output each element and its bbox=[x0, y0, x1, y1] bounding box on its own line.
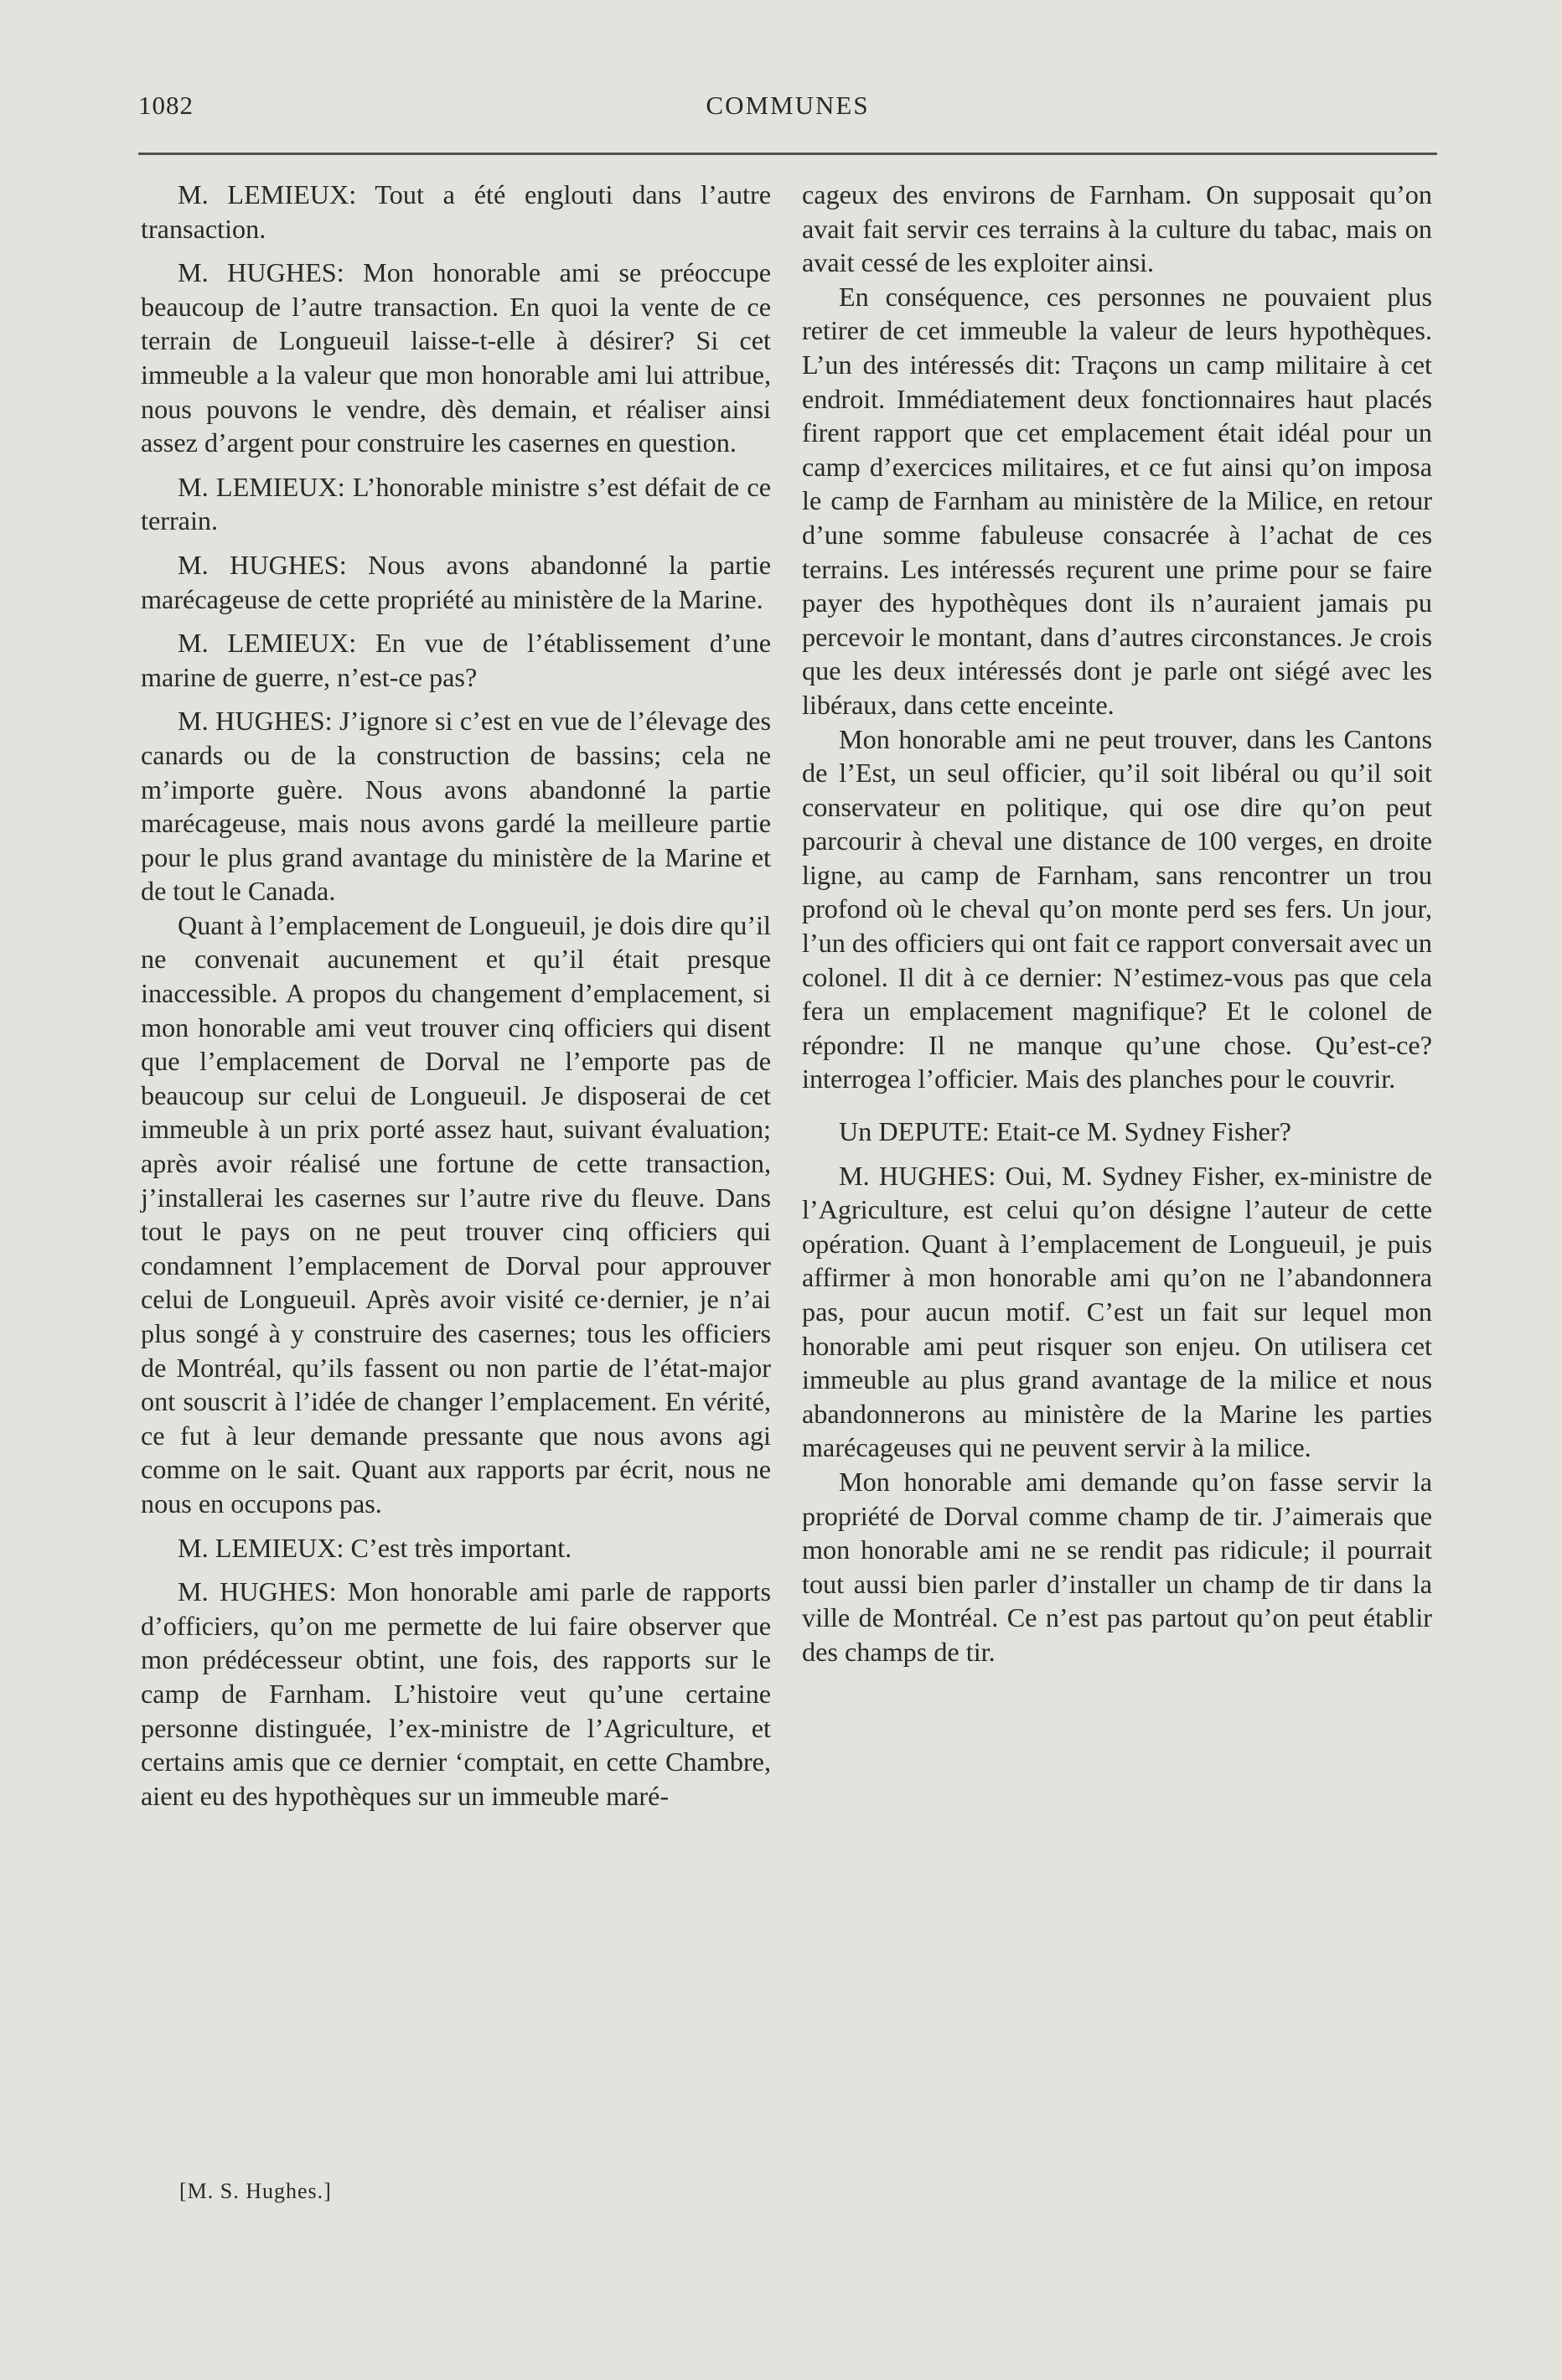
header-rule bbox=[138, 153, 1437, 155]
paragraph: M. LEMIEUX: C’est très important. bbox=[178, 1532, 572, 1563]
paragraph: En conséquence, ces personnes ne pouvaient plus retirer de cet immeuble la valeur de leurs hypothèques. L’un des intéressés dit: Traçons un camp militaire à cet endroit. Immédiatement deux fonctionnaires haut placés firent rapport que cet emplacement était idéal pour un camp d’exercices militaires, et ce fut ainsi qu’on imposa le camp de Farnham au ministère de la Milice, en retour d’une somme fabuleuse consacrée à l’achat de ces terrains. Les intéressés reçurent une prime pour se faire payer des hypothèques dont ils n’auraient jamais pu percevoir le montant, dans d’autres circonstances. Je crois que les deux intéressés dont je parle ont siégé avec les libéraux, dans cette enceinte. bbox=[802, 281, 1432, 720]
paragraph: M. LEMIEUX: L’honorable ministre s’est défait de ce terrain. bbox=[141, 471, 771, 536]
paragraph: M. HUGHES: Nous avons abandonné la partie marécageuse de cette propriété au ministère de la Marine. bbox=[141, 549, 771, 614]
paragraph: M. HUGHES: Oui, M. Sydney Fisher, ex-ministre de l’Agriculture, est celui qu’on désigne l’auteur de cette opération. Quant à l’emplacement de Longueuil, je puis affirmer à mon honorable ami qu’on ne l’abandonnera pas, pour aucun motif. C’est un fait sur lequel mon honorable ami peut risquer son enjeu. On utilisera cet immeuble au plus grand avantage de la milice et nous abandonnerons au ministère de la Marine les parties marécageuses qui ne peuvent servir à la milice. bbox=[802, 1160, 1432, 1463]
running-title: COMMUNES bbox=[706, 91, 870, 120]
paragraph-continued: cageux des environs de Farnham. On supposait qu’on avait fait servir ces terrains à la culture du tabac, mais on avait cessé de les exploiter ainsi. bbox=[802, 179, 1432, 278]
paragraph: M. HUGHES: Mon honorable ami se préoccupe beaucoup de l’autre transaction. En quoi la vente de ce terrain de Longueuil laisse-t-elle à désirer? Si cet immeuble a la valeur que mon honorable ami lui attribue, nous pouvons le vendre, dès demain, et réaliser ainsi assez d’argent pour construire les casernes en question. bbox=[141, 257, 771, 458]
paragraph: Mon honorable ami demande qu’on fasse servir la propriété de Dorval comme champ de tir. J’aimerais que mon honorable ami ne se rendit pas ridicule; il pourrait tout aussi bien parler d’installer un champ de tir dans la ville de Montréal. Ce n’est pas partout qu’on peut établir des champs de tir. bbox=[802, 1466, 1432, 1667]
paragraph: M. LEMIEUX: Tout a été englouti dans l’autre transaction. bbox=[141, 179, 771, 244]
paragraph: Un DEPUTE: Etait-ce M. Sydney Fisher? bbox=[839, 1116, 1291, 1147]
paragraph: Mon honorable ami ne peut trouver, dans les Cantons de l’Est, un seul officier, qu’il soit libéral ou qu’il soit conservateur en politique, qui ose dire qu’on peut parcourir à cheval une distance de 100 verges, en droite ligne, au camp de Farnham, sans rencontrer un trou profond où le cheval qu’on monte perd ses fers. Un jour, l’un des officiers qui ont fait ce rapport conversait avec un colonel. Il dit à ce dernier: N’estimez-vous pas que cela fera un emplacement magnifique? Et le colonel de répondre: Il ne manque qu’une chose. Qu’est-ce? interrogea l’officier. Mais des planches pour le couvrir. bbox=[802, 723, 1432, 1094]
paragraph: M. HUGHES: Mon honorable ami parle de rapports d’officiers, qu’on me permette de lui faire observer que mon prédécesseur obtint, une fois, des rapports sur le camp de Farnham. L’histoire veut qu’une certaine personne distinguée, l’ex-ministre de l’Agriculture, et certains amis que ce dernier ‘comptait, en cette Chambre, aient eu des hypothèques sur un immeuble maré- bbox=[141, 1576, 771, 1811]
page-number: 1082 bbox=[138, 91, 194, 120]
paragraph: M. LEMIEUX: En vue de l’établissement d’une marine de guerre, n’est-ce pas? bbox=[141, 628, 771, 692]
page-header bbox=[138, 91, 1437, 141]
left-column bbox=[141, 178, 771, 1813]
paragraph: Quant à l’emplacement de Longueuil, je dois dire qu’il ne convenait aucunement et qu’il était presque inaccessible. A propos du changement d’emplacement, si mon honorable ami veut trouver cinq officiers qui disent que l’emplacement de Dorval ne l’emporte pas de beaucoup sur celui de Longueuil. Je disposerai de cet immeuble à un prix porté assez haut, suivant évaluation; après avoir réalisé une fortune de cette transaction, j’installerai les casernes sur l’autre rive du fleuve. Dans tout le pays on ne peut trouver cinq officiers qui condamnent l’emplacement de Dorval pour approuver celui de Longueuil. Après avoir visité ce·dernier, je n’ai plus songé à y construire des casernes; tous les officiers de Montréal, qu’ils fassent ou non partie de l’état-major ont souscrit à l’idée de changer l’emplacement. En vérité, ce fut à leur demande pressante que nous avons agi comme on le sait. Quant aux rapports par écrit, nous ne nous en occupons pas. bbox=[141, 909, 771, 1519]
right-column bbox=[802, 178, 1432, 1669]
speaker-reference: [M. S. Hughes.] bbox=[179, 2179, 332, 2203]
paragraph: M. HUGHES: J’ignore si c’est en vue de l’élevage des canards ou de la construction de bassins; cela ne m’importe guère. Nous avons abandonné la partie marécageuse, mais nous avons gardé la meilleure partie pour le plus grand avantage du ministère de la Marine et de tout le Canada. bbox=[141, 706, 771, 907]
